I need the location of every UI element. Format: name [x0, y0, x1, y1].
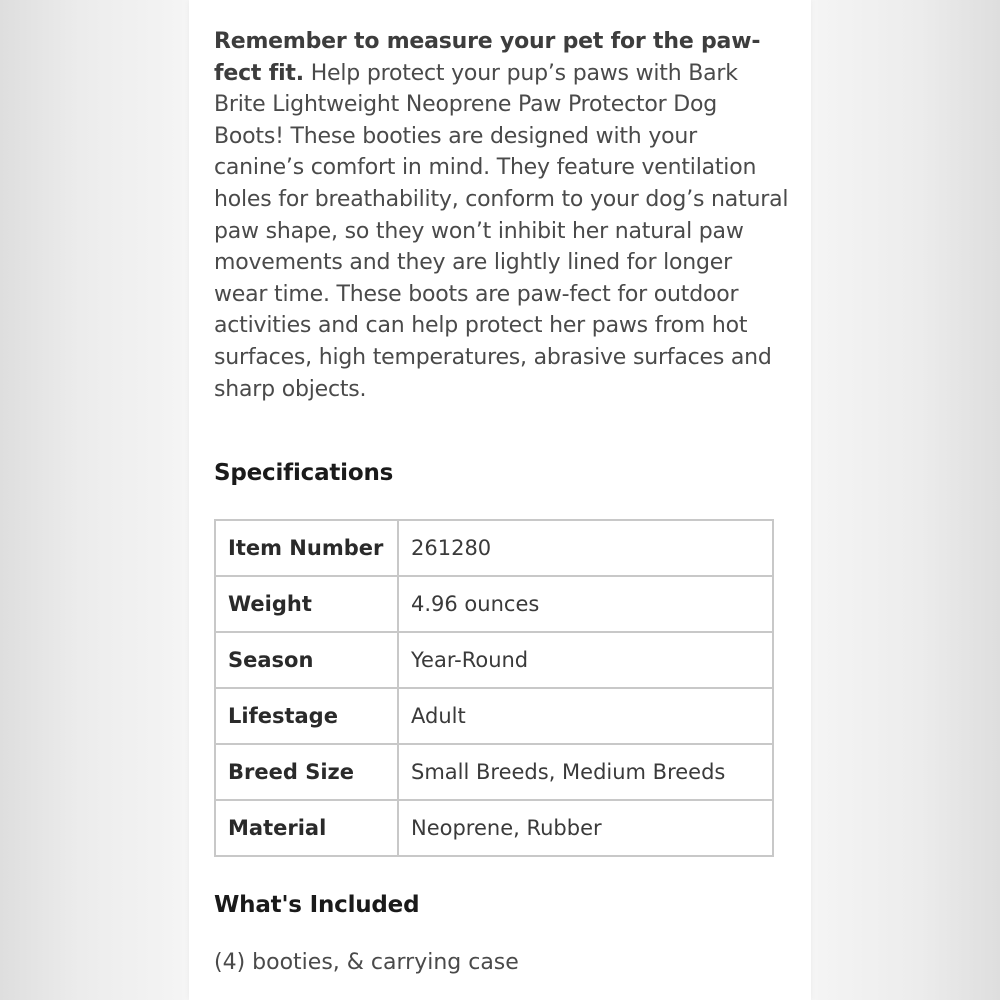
spec-value: 4.96 ounces — [398, 576, 773, 632]
spec-row-weight — [215, 576, 773, 632]
spec-value: 261280 — [398, 520, 773, 576]
whats-included-text: (4) booties, & carrying case — [214, 950, 519, 975]
spec-label: Material — [215, 800, 398, 856]
spec-value: Neoprene, Rubber — [398, 800, 773, 856]
description-lead: Remember to measure your pet for the paw-fect fit. — [214, 29, 761, 86]
spec-label: Season — [215, 632, 398, 688]
spec-row-season — [215, 632, 773, 688]
spec-row-breed-size — [215, 744, 773, 800]
spec-row-material — [215, 800, 773, 856]
spec-label: Breed Size — [215, 744, 398, 800]
spec-value: Adult — [398, 688, 773, 744]
specifications-table — [214, 519, 774, 857]
spec-value: Year-Round — [398, 632, 773, 688]
spec-value: Small Breeds, Medium Breeds — [398, 744, 773, 800]
spec-row-lifestage — [215, 688, 773, 744]
product-description — [214, 26, 789, 405]
spec-label: Weight — [215, 576, 398, 632]
product-details-content — [214, 26, 789, 975]
specifications-heading: Specifications — [214, 460, 394, 486]
spec-label: Item Number — [215, 520, 398, 576]
product-details-page — [189, 0, 811, 1000]
whats-included-heading: What's Included — [214, 892, 420, 918]
spec-label: Lifestage — [215, 688, 398, 744]
description-body: Help protect your pup’s paws with Bark Brite Lightweight Neoprene Paw Protector Dog Boots! These booties are designed with your canine’s comfort in mind. They feature ventilation holes for breathability, conform to your dog’s natural paw shape, so they won’t inhibit her natural paw movements and they are lightly lined for longer wear time. These boots are paw-fect for outdoor activities and can help protect her paws from hot surfaces, high temperatures, abrasive surfaces and sharp objects. — [214, 60, 789, 402]
spec-row-item-number — [215, 520, 773, 576]
